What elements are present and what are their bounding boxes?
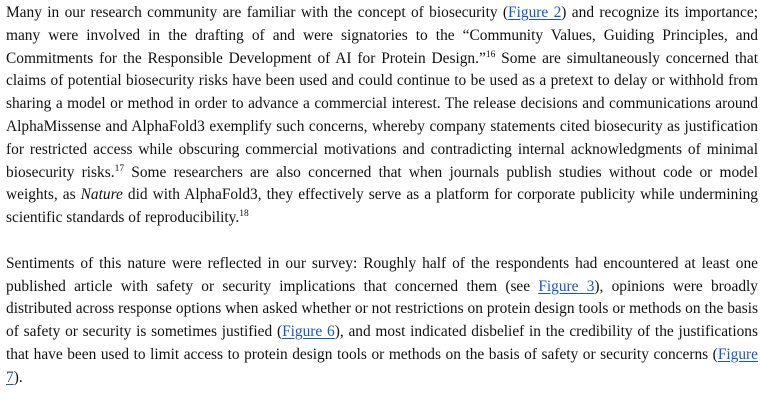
text-segment: Some researchers are also concerned that when journals publish studies without code or model weights, as [6,163,758,204]
paragraph-biosecurity-concerns [6,2,758,230]
citation-16: 16 [485,49,496,60]
citation-17: 17 [114,163,125,174]
figure-6-link[interactable]: Figure 6 [282,323,335,341]
text-segment: Sentiments of this nature were reflected in our survey: Roughly half of the respondents had encountered at least one published article with safety or security implications that concerned them (see [6,254,758,295]
text-segment: ). [13,368,23,386]
journal-name: Nature [80,186,123,204]
text-segment: Some are simultaneously concerned that claims of potential biosecurity risks have been used and could continue to be used as a pretext to delay or withhold from sharing a model or method in order to advance a commercial interest. The release decisions and communications around AlphaMissense and AlphaFold3 exemplify such concerns, whereby company statements cited biosecurity as justification for restricted access while obscuring commercial motivations and contradicting internal acknowledgments of minimal biosecurity risks. [6,49,758,181]
figure-2-link[interactable]: Figure 2 [508,4,562,21]
figure-7-link[interactable]: Figure 7 [6,345,758,386]
text-segment: ), opinions were broadly distributed across response options when asked whether or not restrictions on protein design tools or methods on the basis of safety or security is sometimes justified ( [6,277,758,341]
text-segment: Many in our research community are familiar with the concept of biosecurity ( [6,4,509,21]
citation-18: 18 [239,209,249,220]
text-segment: ), and most indicated disbelief in the credibility of the justifications that have been used to limit access to protein design tools or methods on the basis of safety or security concerns ( [6,323,758,363]
text-segment: did with AlphaFold3, they effectively serve as a platform for corporate publicity while undermining scientific standards of reproducibility. [6,186,758,227]
figure-3-link[interactable]: Figure 3 [538,277,595,295]
paragraph-survey-sentiments [6,253,758,390]
text-segment: ) and recognize its importance; many were involved in the drafting of and were signatories to the “Community Values, Guiding Principles, and Commitments for the Responsible Development of AI for Protein Design.” [6,4,758,67]
